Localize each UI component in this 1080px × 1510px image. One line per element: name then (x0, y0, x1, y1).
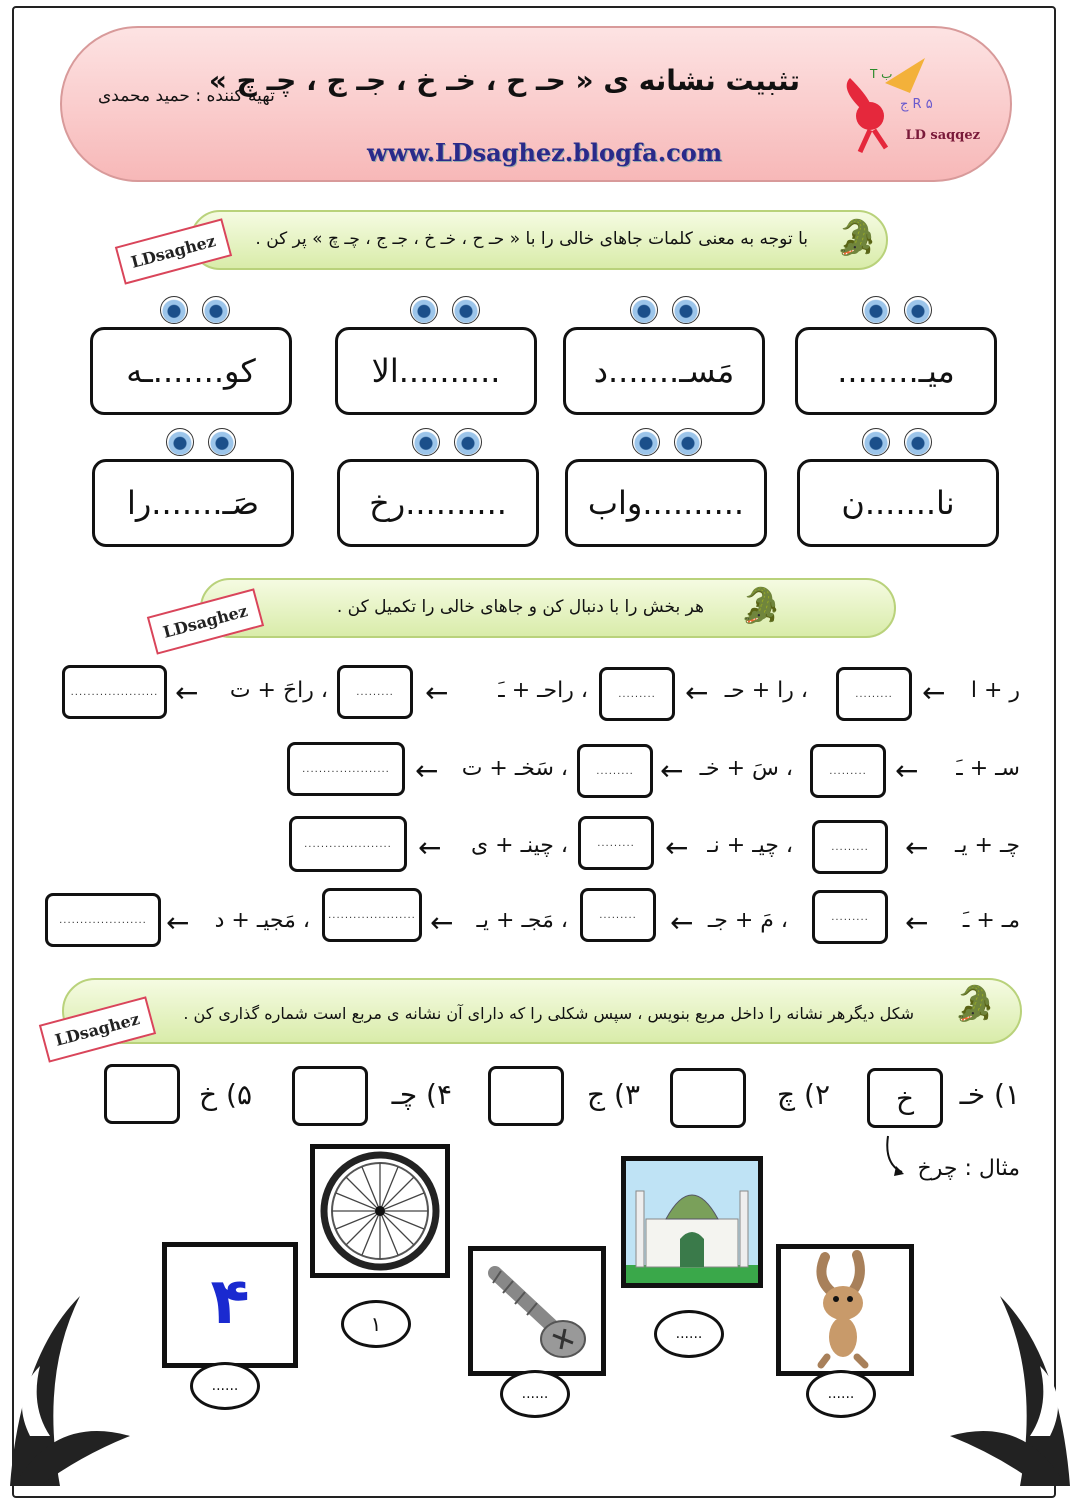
answer-box[interactable]: ......... (836, 667, 912, 721)
word-box[interactable]: مَسـ.......د (563, 327, 765, 415)
screw-icon (473, 1251, 601, 1371)
answer-box[interactable]: ......... (812, 890, 888, 944)
arrow-left-icon: ← (670, 906, 694, 939)
corner-ornament-right-icon (940, 1236, 1080, 1496)
screw-picture (468, 1246, 606, 1376)
crocodile-icon: 🐊 (835, 218, 878, 258)
ldsaghez-tag: LDsaghez (115, 218, 232, 284)
word-box[interactable]: ..........رخ (337, 459, 539, 547)
section2-instruction: هر بخش را با دنبال کن و جاهای خالی را تکمیل کن . (336, 597, 704, 617)
word-box[interactable]: کو.......ـه (90, 327, 292, 415)
answer-square[interactable] (292, 1066, 368, 1126)
row1-part-d: ، راحَ + ت (229, 678, 328, 703)
website-url: www.LDsaghez.blogfa.com (367, 138, 723, 167)
crocodile-icon: 🐊 (739, 586, 782, 626)
answer-box[interactable]: ......... (810, 744, 886, 798)
eyes-icon (410, 296, 480, 328)
picture-number-oval[interactable]: ...... (190, 1362, 260, 1410)
row2-part-b: ، سَ + خـ (699, 756, 793, 781)
eyes-icon (862, 296, 932, 328)
picture-number-oval[interactable]: ...... (654, 1310, 724, 1358)
item-1-label: ۱) خـ (959, 1078, 1020, 1111)
arrow-left-icon: ← (685, 676, 709, 709)
arrow-left-icon: ← (425, 676, 449, 709)
arrow-left-icon: ← (175, 676, 199, 709)
answer-box[interactable]: ..................... (62, 665, 167, 719)
word-box[interactable]: نا.......ن (797, 459, 999, 547)
answer-box[interactable]: ..................... (45, 893, 161, 947)
answer-box[interactable]: ..................... (289, 816, 407, 872)
svg-text:T ب: T ب (870, 67, 893, 81)
answer-box[interactable]: ......... (577, 744, 653, 798)
answer-box[interactable]: ......... (812, 820, 888, 874)
rabbit-picture (776, 1244, 914, 1376)
arrow-left-icon: ← (905, 831, 929, 864)
number-four: ۴ (210, 1265, 250, 1339)
eyes-icon (166, 428, 236, 460)
item-2-label: ۲) چ (777, 1078, 830, 1111)
word-box[interactable]: ..........الا (335, 327, 537, 415)
author-credit: تهیه کننده : حمید محمدی (98, 86, 275, 106)
section3-instruction: شکل دیگرهر نشانه را داخل مربع بنویس ، سپس شکلی را که دارای آن نشانه ی مربع است شماره گذاری کن . (183, 1004, 914, 1023)
row1-part-b: ، را + حـ (724, 678, 808, 703)
arrow-left-icon: ← (905, 906, 929, 939)
item-5-label: ۵) خ (199, 1078, 252, 1111)
eyes-icon (632, 428, 702, 460)
curved-arrow-icon (880, 1134, 910, 1180)
answer-box[interactable]: ......... (580, 888, 656, 942)
arrow-left-icon: ← (166, 906, 190, 939)
word-box[interactable]: ..........واب (565, 459, 767, 547)
item-3-label: ۳) ج (587, 1078, 640, 1111)
answer-square[interactable]: خ (867, 1068, 943, 1128)
row1-part-c: ، راحـ + ـَ (498, 678, 588, 703)
ldsaghez-tag: LDsaghez (147, 588, 264, 654)
picture-number-oval[interactable]: ...... (500, 1370, 570, 1418)
answer-square[interactable] (488, 1066, 564, 1126)
item-4-label: ۴) چـ (391, 1078, 452, 1111)
answer-box[interactable]: ..................... (322, 888, 422, 942)
arrow-left-icon: ← (922, 676, 946, 709)
row2-part-a: سـ + ـَ (956, 756, 1020, 781)
header-banner (60, 26, 1012, 182)
number-four-picture (162, 1242, 298, 1368)
picture-number-oval[interactable]: ۱ (341, 1300, 411, 1348)
eyes-icon (412, 428, 482, 460)
mosque-picture (621, 1156, 763, 1288)
row3-part-b: ، چیـ + نـ (707, 833, 793, 858)
section1-instruction-banner (190, 210, 888, 270)
eyes-icon (862, 428, 932, 460)
page-title: تثبیت نشانه ی « حـ ح ، خـ خ ، جـ ج ، چـ چ » (208, 64, 800, 97)
answer-square[interactable] (670, 1068, 746, 1128)
row4-part-c: ، مَجـ + یـ (476, 908, 568, 933)
answer-box[interactable]: ......... (578, 816, 654, 870)
arrow-left-icon: ← (418, 831, 442, 864)
arrow-left-icon: ← (665, 831, 689, 864)
row4-part-b: ، مَ + جـ (707, 908, 788, 933)
row4-part-d: ، مَجیـ + د (214, 908, 310, 933)
row3-part-a: چـ + یـ (954, 833, 1020, 858)
picture-number-oval[interactable]: ...... (806, 1370, 876, 1418)
answer-box[interactable]: ......... (337, 665, 413, 719)
row1-part-a: ر + ا (970, 678, 1020, 703)
svg-text:ج R ۵: ج R ۵ (900, 97, 933, 112)
arrow-left-icon: ← (415, 754, 439, 787)
answer-box[interactable]: ......... (599, 667, 675, 721)
mosque-icon (626, 1161, 758, 1283)
word-box[interactable]: میـ........ (795, 327, 997, 415)
arrow-left-icon: ← (895, 754, 919, 787)
section3-instruction-banner (62, 978, 1022, 1044)
ldsaghez-tag: LDsaghez (39, 996, 156, 1062)
word-box[interactable]: صَـ.......را (92, 459, 294, 547)
arrow-left-icon: ← (430, 906, 454, 939)
arrow-left-icon: ← (660, 754, 684, 787)
section1-instruction: با توجه به معنی کلمات جاهای خالی را با « حـ ح ، خـ خ ، جـ ج ، چـ چ » پر کن . (255, 229, 808, 249)
section2-instruction-banner (200, 578, 896, 638)
answer-square[interactable] (104, 1064, 180, 1124)
row2-part-c: ، سَخـ + ت (461, 756, 568, 781)
row3-part-c: ، چینـ + ی (470, 833, 568, 858)
rabbit-icon (781, 1249, 909, 1371)
cupid-letters-icon (830, 48, 940, 158)
example-text: مثال : چرخ (917, 1156, 1020, 1181)
eyes-icon (160, 296, 230, 328)
corner-ornament-left-icon (0, 1236, 140, 1496)
ld-logo: LD saqqez (905, 128, 980, 143)
wheel-icon (315, 1149, 445, 1273)
answer-box[interactable]: ..................... (287, 742, 405, 796)
wheel-picture (310, 1144, 450, 1278)
eyes-icon (630, 296, 700, 328)
row4-part-a: مـ + ـَ (962, 908, 1020, 933)
crocodile-icon: 🐊 (953, 984, 996, 1024)
